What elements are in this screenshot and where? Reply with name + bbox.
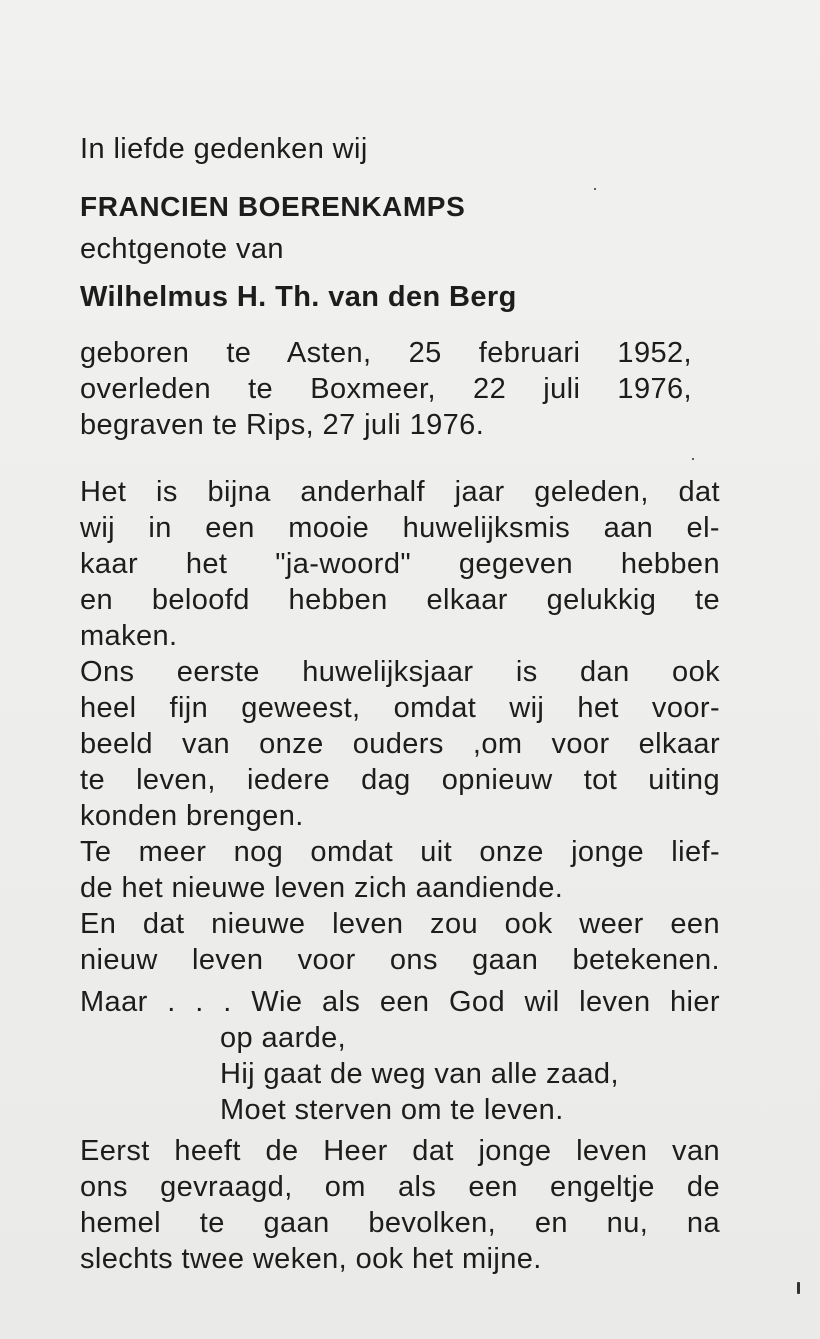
intro-line: In liefde gedenken wij <box>80 133 368 165</box>
text-line: beeld van onze ouders ,om voor elkaar <box>80 728 720 760</box>
text-line: heel fijn geweest, omdat wij het voor- <box>80 692 720 724</box>
text-line: Eerst heeft de Heer dat jonge leven van <box>80 1135 720 1167</box>
text-line: Ons eerste huwelijksjaar is dan ook <box>80 656 720 688</box>
text-line: maken. <box>80 620 178 652</box>
text-line: Te meer nog omdat uit onze jonge lief- <box>80 836 720 868</box>
text-line: slechts twee weken, ook het mijne. <box>80 1243 542 1275</box>
poem-line: Moet sterven om te leven. <box>220 1094 564 1126</box>
text-line: konden brengen. <box>80 800 304 832</box>
print-speck <box>797 1282 800 1294</box>
text-line: En dat nieuwe leven zou ook weer een <box>80 908 720 940</box>
text-line: hemel te gaan bevolken, en nu, na <box>80 1207 720 1239</box>
birth-line: geboren te Asten, 25 februari 1952, <box>80 337 692 369</box>
text-line: Het is bijna anderhalf jaar geleden, dat <box>80 476 720 508</box>
text-line: en beloofd hebben elkaar gelukkig te <box>80 584 720 616</box>
poem-line: Hij gaat de weg van alle zaad, <box>220 1058 619 1090</box>
deceased-name: FRANCIEN BOERENKAMPS <box>80 191 466 222</box>
relation-line: echtgenote van <box>80 233 284 265</box>
text-line: nieuw leven voor ons gaan betekenen. <box>80 944 720 976</box>
text-line: ons gevraagd, om als een engeltje de <box>80 1171 720 1203</box>
poem-lead: Maar . . . Wie als een God wil leven hier <box>80 986 720 1018</box>
print-speck <box>692 458 694 460</box>
text-line: kaar het "ja-woord" gegeven hebben <box>80 548 720 580</box>
burial-line: begraven te Rips, 27 juli 1976. <box>80 409 485 441</box>
text-line: de het nieuwe leven zich aandiende. <box>80 872 564 904</box>
text-line: te leven, iedere dag opnieuw tot uiting <box>80 764 720 796</box>
death-line: overleden te Boxmeer, 22 juli 1976, <box>80 373 692 405</box>
print-speck <box>594 188 596 190</box>
spouse-name: Wilhelmus H. Th. van den Berg <box>80 281 517 313</box>
poem-line: op aarde, <box>220 1022 347 1054</box>
text-line: wij in een mooie huwelijksmis aan el- <box>80 512 720 544</box>
